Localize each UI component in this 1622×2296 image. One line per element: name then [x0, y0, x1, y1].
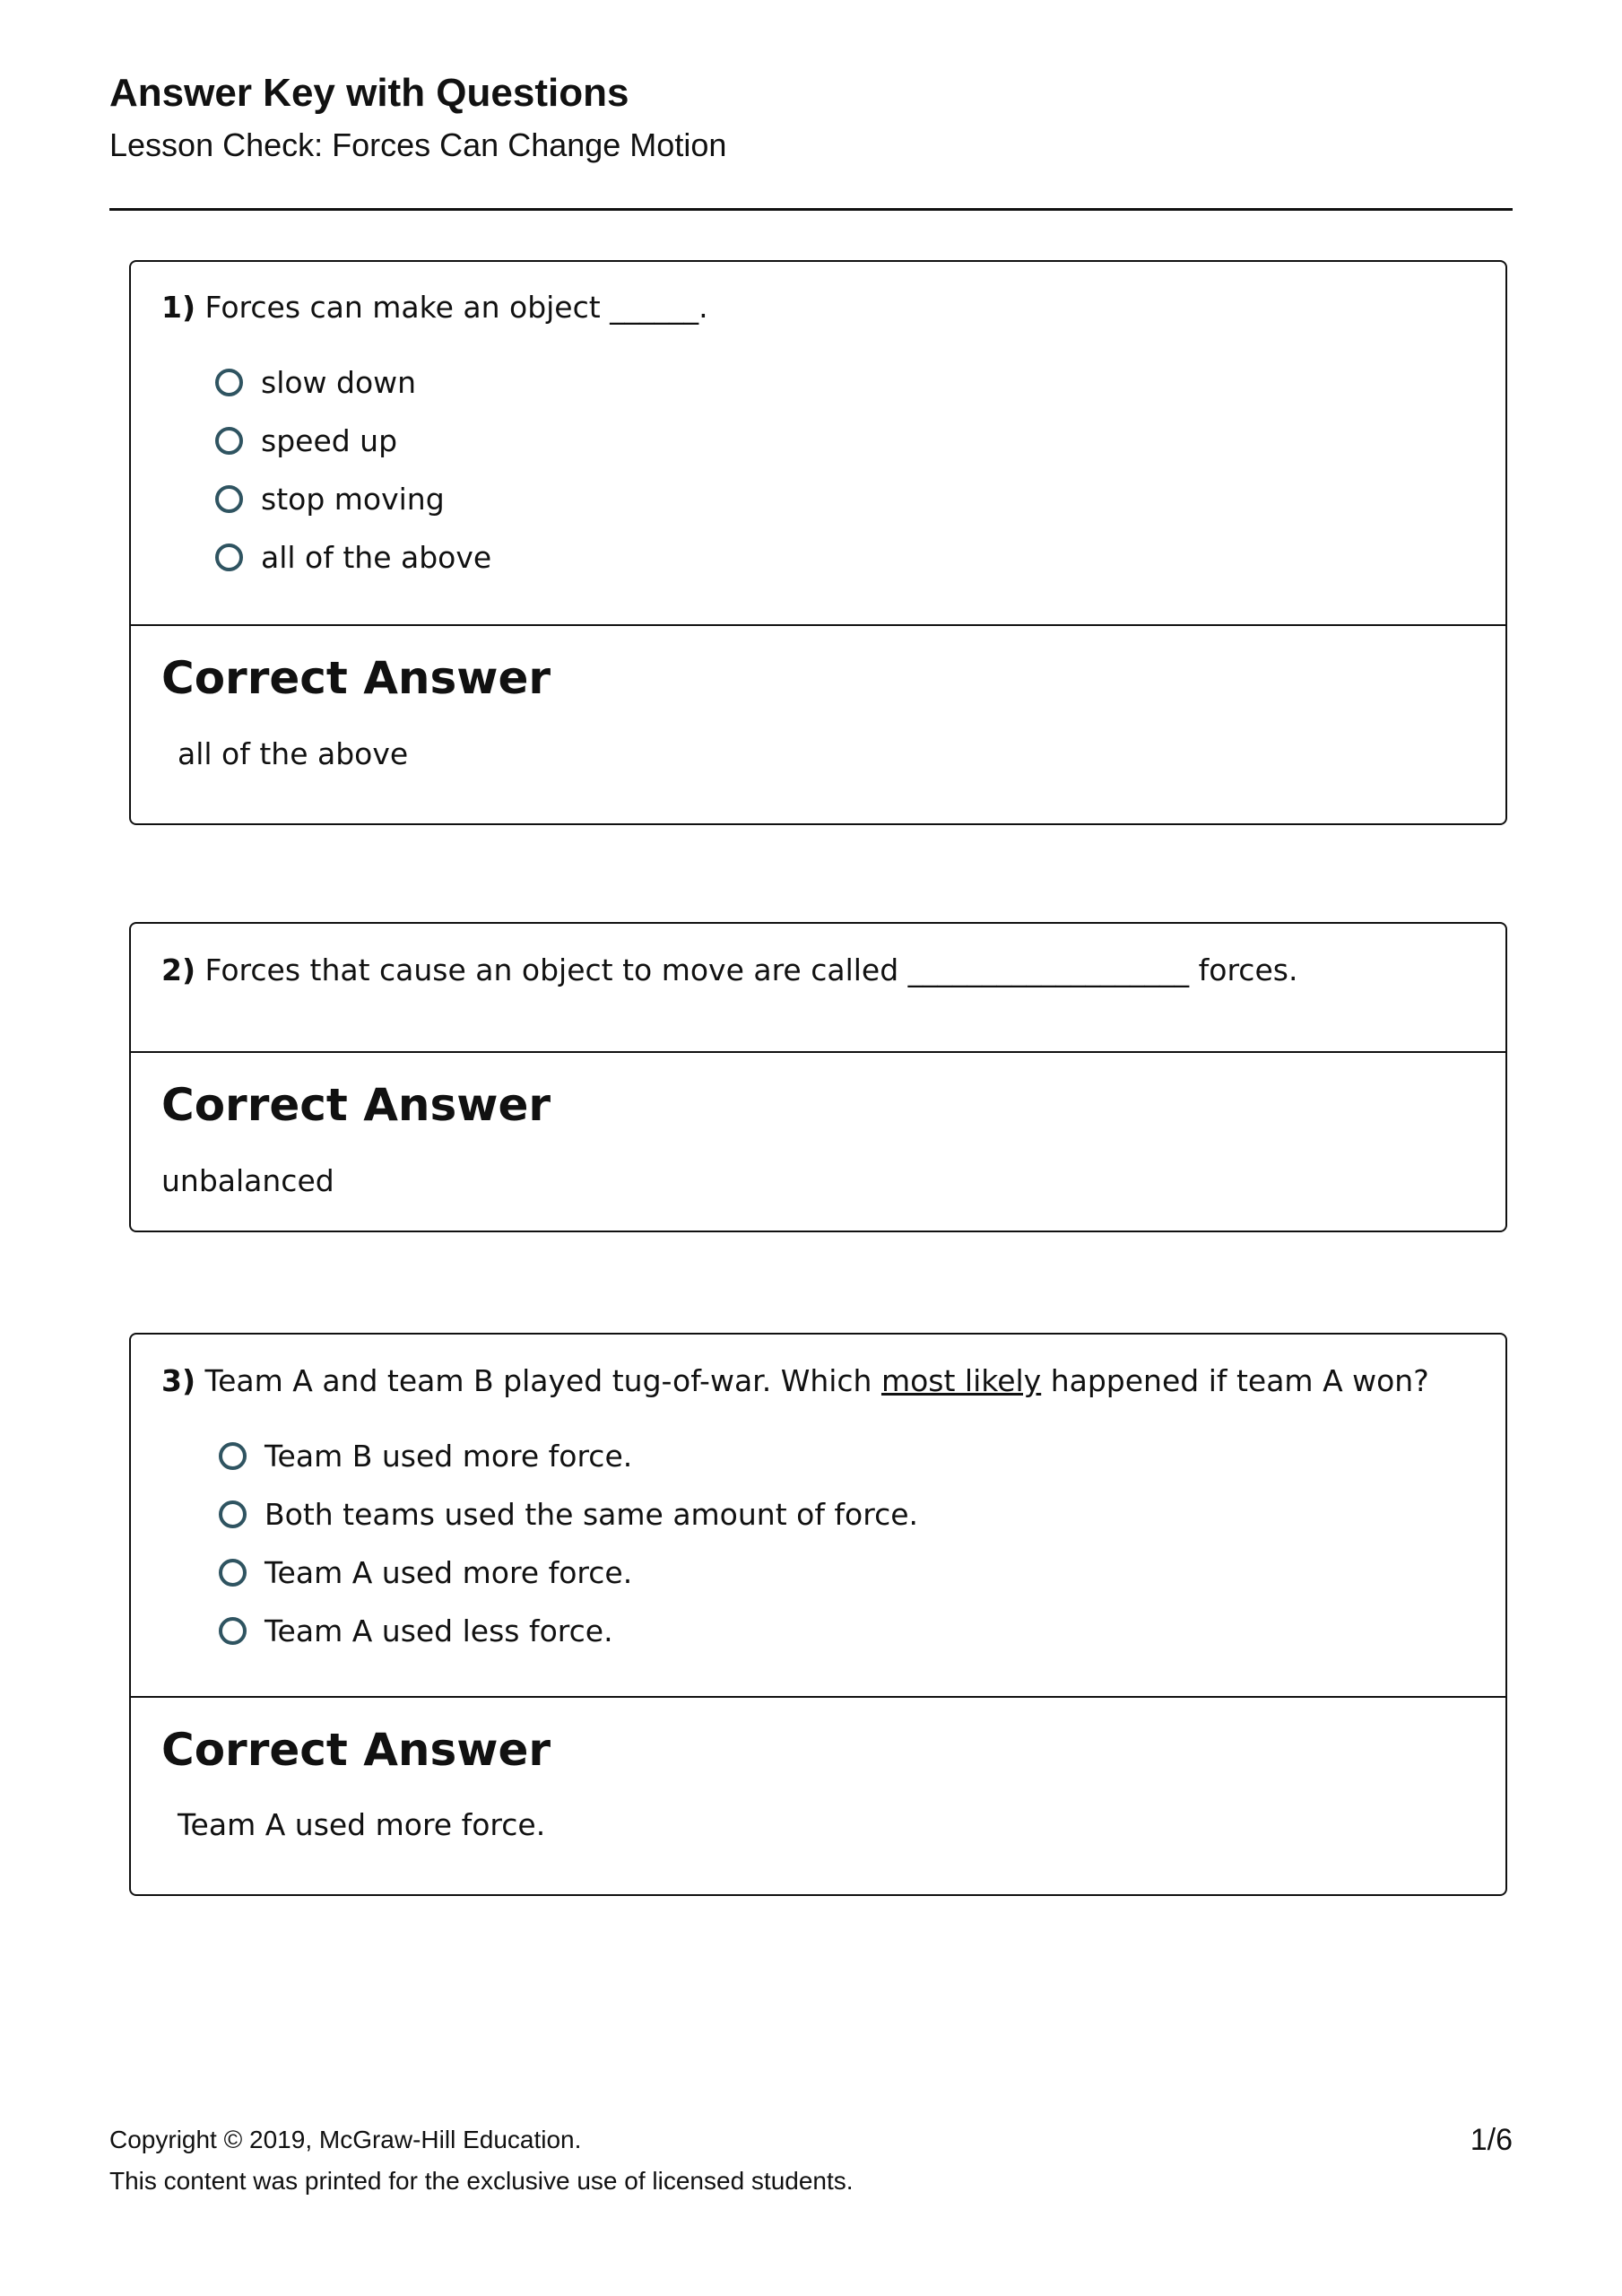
- question-section-3: [131, 1335, 1505, 1698]
- radio-circle-icon[interactable]: [215, 485, 243, 513]
- option-label: all of the above: [261, 540, 492, 575]
- question-emphasis-3: most likely: [880, 1363, 1042, 1398]
- question-number-1: 1): [161, 290, 196, 325]
- answer-section-2: [131, 1053, 1505, 1231]
- correct-answer-heading: Correct Answer: [161, 652, 551, 704]
- question-section-1: [131, 262, 1505, 626]
- question-prompt-3-end: happened if team A won?: [1050, 1363, 1429, 1398]
- answer-option[interactable]: [215, 353, 491, 412]
- question-number-2: 2): [161, 952, 196, 987]
- option-label: speed up: [261, 423, 398, 458]
- option-label: Team A used less force.: [265, 1613, 613, 1648]
- question-card-2: [129, 922, 1507, 1232]
- option-label: Team A used more force.: [265, 1555, 633, 1590]
- answer-option[interactable]: [219, 1485, 918, 1544]
- correct-answer-text: Team A used more force.: [178, 1807, 546, 1842]
- answer-option[interactable]: [219, 1427, 918, 1485]
- answer-option[interactable]: [215, 470, 491, 528]
- option-label: Team B used more force.: [265, 1439, 633, 1474]
- footer-copyright: Copyright © 2019, McGraw-Hill Education.: [109, 2126, 582, 2153]
- radio-circle-icon[interactable]: [219, 1500, 247, 1528]
- question-section-2: [131, 924, 1505, 1053]
- answer-section-3: [131, 1698, 1505, 1894]
- question-prompt-2: Forces that cause an object to move are called ___________________ forces.: [204, 952, 1298, 987]
- answer-option[interactable]: [215, 412, 491, 470]
- radio-circle-icon[interactable]: [219, 1559, 247, 1587]
- question-number-3: 3): [161, 1363, 196, 1398]
- answer-options-1: [215, 353, 491, 587]
- radio-circle-icon[interactable]: [219, 1442, 247, 1470]
- question-prompt-1: Forces can make an object ______.: [204, 290, 708, 325]
- correct-answer-heading: Correct Answer: [161, 1724, 551, 1776]
- radio-circle-icon[interactable]: [215, 369, 243, 396]
- question-text-2: [161, 951, 1297, 990]
- radio-circle-icon[interactable]: [215, 427, 243, 455]
- option-label: slow down: [261, 365, 417, 400]
- correct-answer-text: unbalanced: [161, 1163, 334, 1198]
- answer-option[interactable]: [215, 528, 491, 587]
- header-divider: [109, 208, 1513, 211]
- question-prompt-3-start: Team A and team B played tug-of-war. Which: [204, 1363, 872, 1398]
- page-subtitle: Lesson Check: Forces Can Change Motion: [109, 126, 727, 163]
- radio-circle-icon[interactable]: [215, 544, 243, 571]
- correct-answer-text: all of the above: [178, 736, 409, 771]
- correct-answer-heading: Correct Answer: [161, 1079, 551, 1131]
- question-text-3: [161, 1361, 1429, 1401]
- answer-option[interactable]: [219, 1544, 918, 1602]
- option-label: stop moving: [261, 482, 445, 517]
- footer-license-notice: This content was printed for the exclusive use of licensed students.: [109, 2167, 854, 2195]
- answer-section-1: [131, 626, 1505, 823]
- page-number: 1/6: [1470, 2123, 1513, 2157]
- answer-option[interactable]: [219, 1602, 918, 1660]
- answer-options-3: [219, 1427, 918, 1660]
- page-title: Answer Key with Questions: [109, 71, 629, 115]
- option-label: Both teams used the same amount of force.: [265, 1497, 919, 1532]
- radio-circle-icon[interactable]: [219, 1617, 247, 1645]
- question-card-3: [129, 1333, 1507, 1896]
- question-text-1: [161, 288, 708, 327]
- question-card-1: [129, 260, 1507, 825]
